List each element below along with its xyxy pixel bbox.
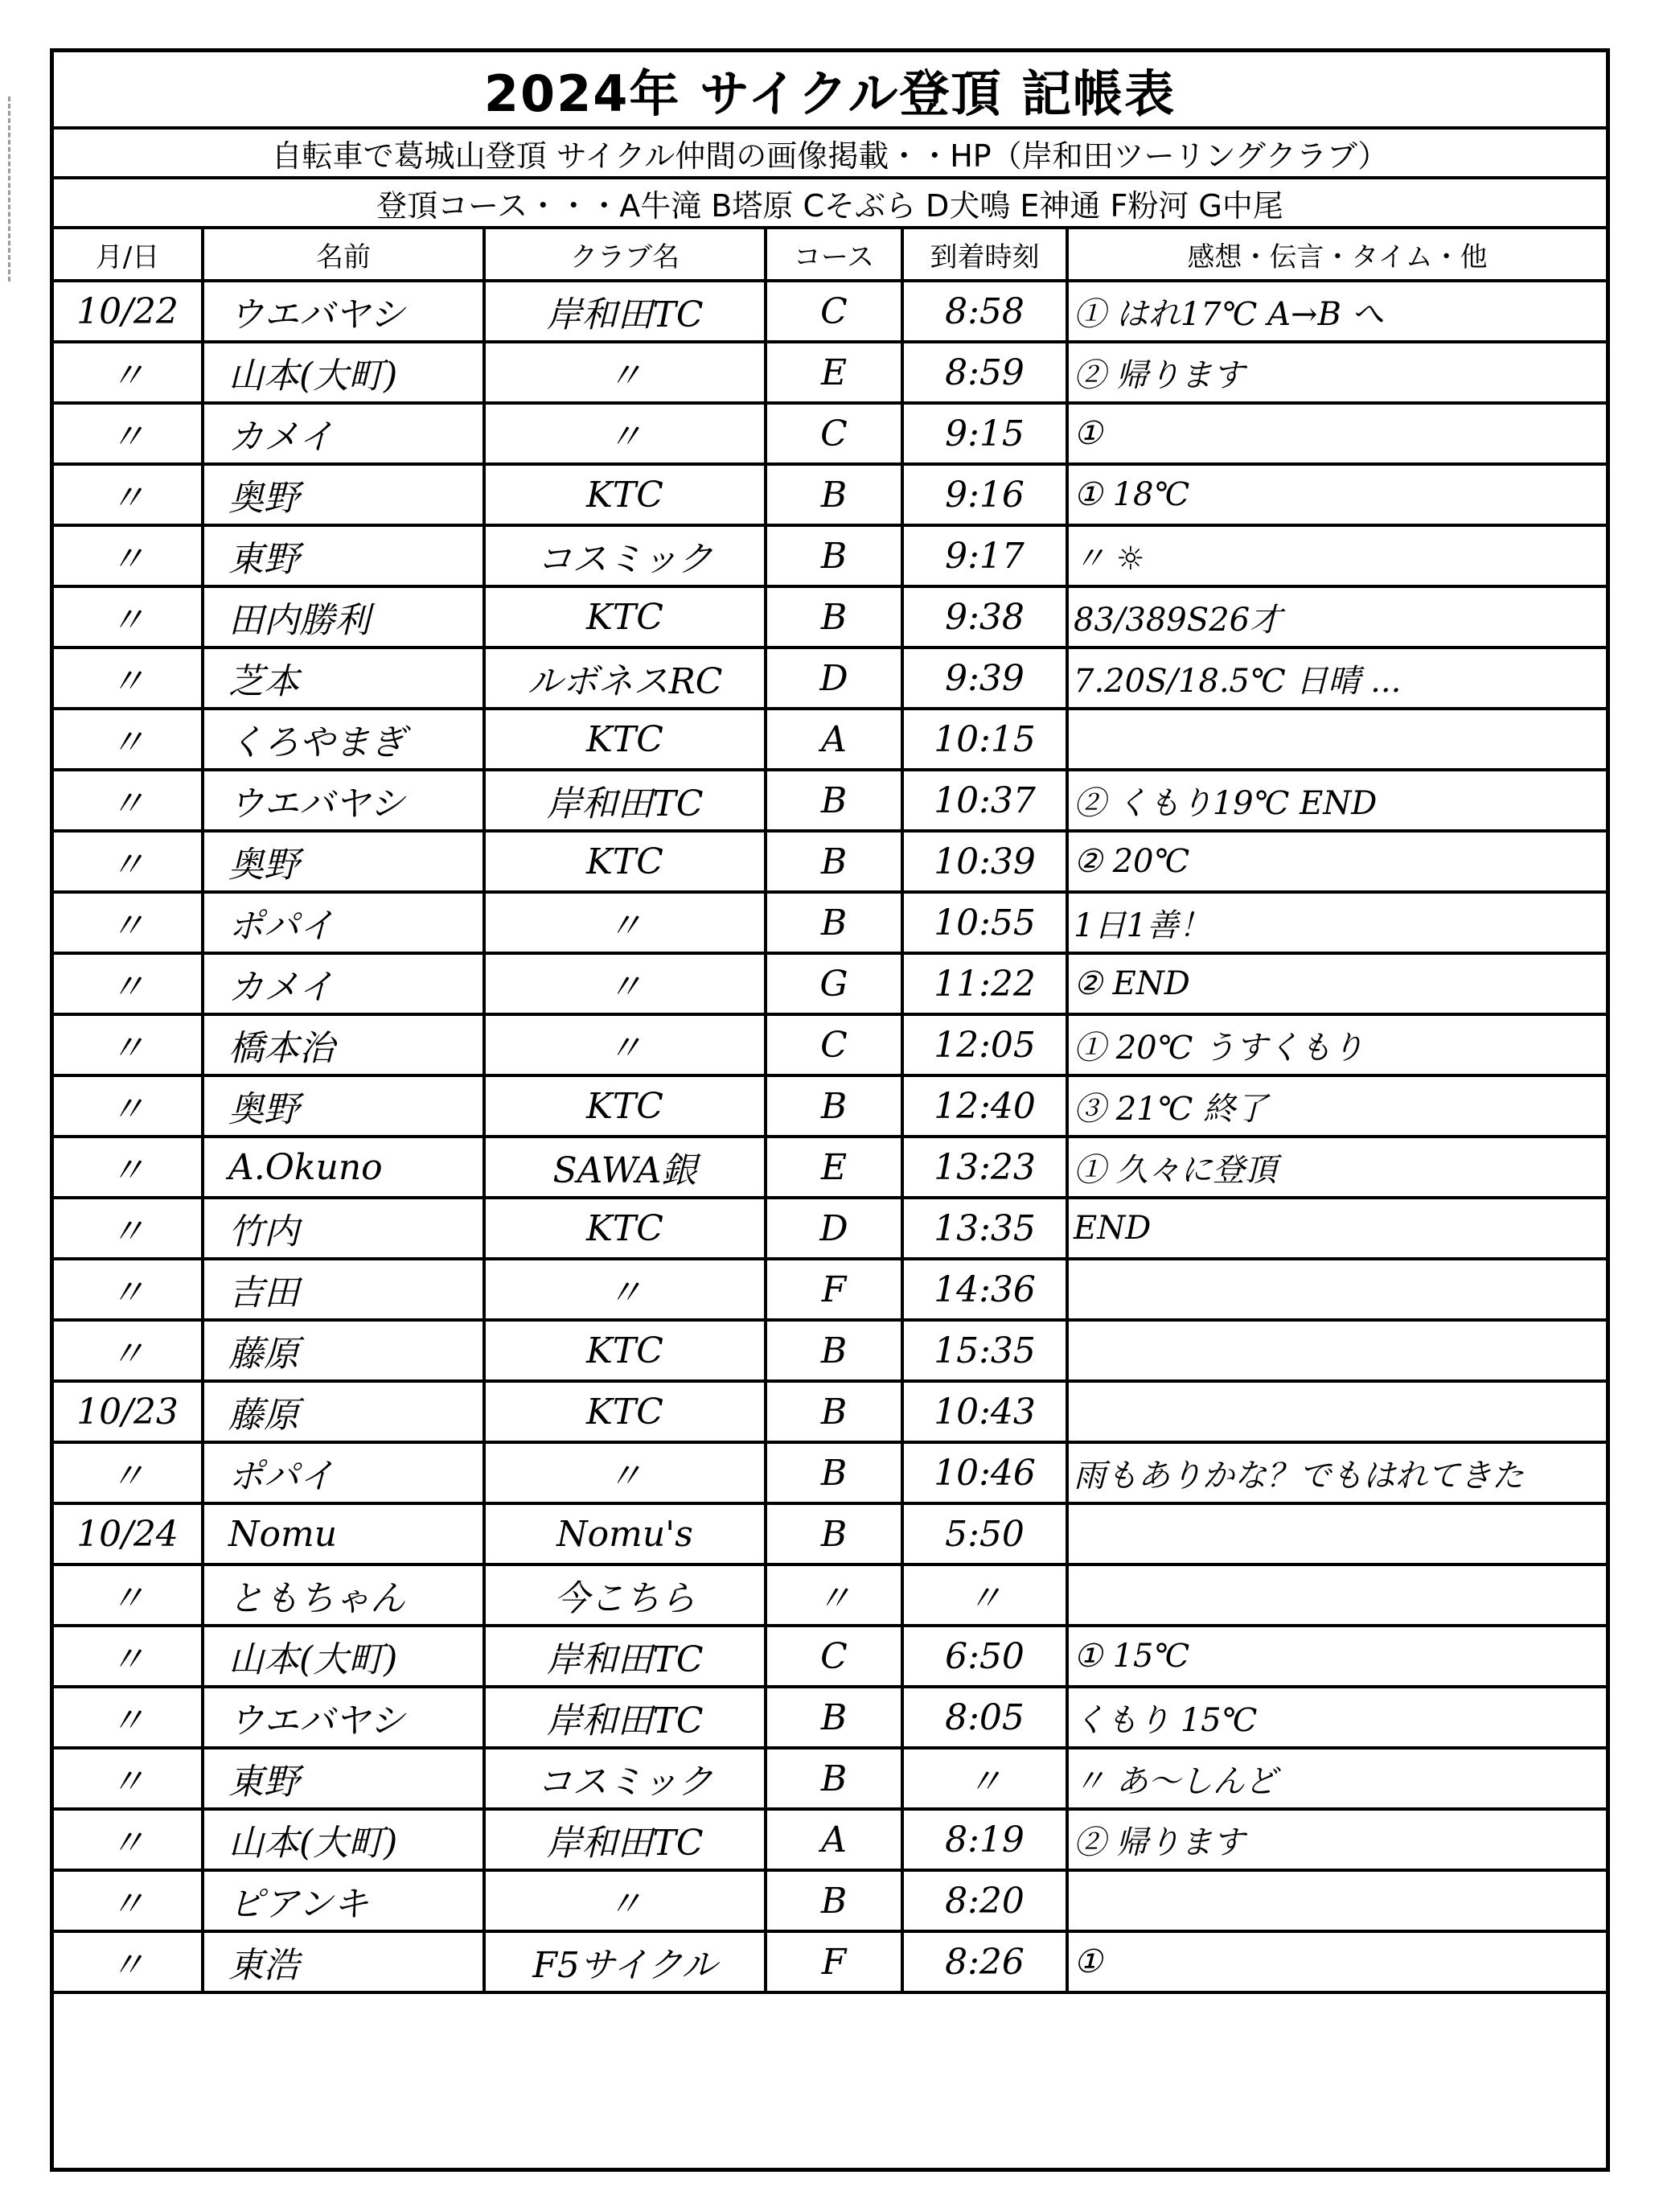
note-cell: ② 帰ります	[1067, 342, 1606, 403]
name-cell: カメイ	[203, 953, 484, 1014]
logbook-sheet	[50, 48, 1610, 2172]
time-cell: 〃	[902, 1564, 1067, 1626]
course-cell: B	[766, 892, 902, 953]
course-cell: B	[766, 1503, 902, 1564]
course-cell: B	[766, 1442, 902, 1503]
name-cell: 山本(大町)	[203, 342, 484, 403]
time-cell: 12:40	[902, 1075, 1067, 1137]
course-cell: G	[766, 953, 902, 1014]
time-cell: 5:50	[902, 1503, 1067, 1564]
time-cell: 14:36	[902, 1259, 1067, 1320]
note-cell: ①	[1067, 403, 1606, 464]
name-cell: 田内勝利	[203, 586, 484, 648]
date-cell: 〃	[54, 1320, 203, 1381]
note-cell: ③ 21℃ 終了	[1067, 1075, 1606, 1137]
note-cell: ② END	[1067, 953, 1606, 1014]
time-cell: 6:50	[902, 1626, 1067, 1687]
time-cell: 10:43	[902, 1381, 1067, 1442]
note-cell: 〃 ☼	[1067, 525, 1606, 586]
table-row	[54, 1320, 1606, 1381]
table-row	[54, 403, 1606, 464]
club-cell: 〃	[484, 953, 766, 1014]
page-title: 2024年 サイクル登頂 記帳表	[54, 52, 1606, 130]
name-cell: くろやまぎ	[203, 709, 484, 770]
club-cell: 〃	[484, 1870, 766, 1931]
course-cell: B	[766, 831, 902, 892]
note-cell: ① 20℃ うすくもり	[1067, 1014, 1606, 1075]
name-cell: Nomu	[203, 1503, 484, 1564]
club-cell: KTC	[484, 1198, 766, 1259]
date-cell: 〃	[54, 770, 203, 831]
time-cell: 8:59	[902, 342, 1067, 403]
time-cell: 10:46	[902, 1442, 1067, 1503]
name-cell: ポパイ	[203, 892, 484, 953]
club-cell: 〃	[484, 342, 766, 403]
name-cell: ウエバヤシ	[203, 281, 484, 342]
course-cell: F	[766, 1931, 902, 1992]
name-cell: 藤原	[203, 1320, 484, 1381]
course-cell: D	[766, 1198, 902, 1259]
course-cell: D	[766, 648, 902, 709]
name-cell: A.Okuno	[203, 1137, 484, 1198]
date-cell: 〃	[54, 1748, 203, 1809]
club-cell: 今こちら	[484, 1564, 766, 1626]
date-cell: 〃	[54, 1075, 203, 1137]
name-cell: 吉田	[203, 1259, 484, 1320]
course-cell: B	[766, 770, 902, 831]
note-cell	[1067, 709, 1606, 770]
time-cell: 9:17	[902, 525, 1067, 586]
time-cell: 12:05	[902, 1014, 1067, 1075]
date-cell: 10/22	[54, 281, 203, 342]
course-cell: C	[766, 281, 902, 342]
time-cell: 9:15	[902, 403, 1067, 464]
course-cell: C	[766, 403, 902, 464]
date-cell: 〃	[54, 1564, 203, 1626]
table-row	[54, 1626, 1606, 1687]
time-cell: 8:58	[902, 281, 1067, 342]
name-cell: 竹内	[203, 1198, 484, 1259]
club-cell: 〃	[484, 1442, 766, 1503]
club-cell: 岸和田TC	[484, 770, 766, 831]
table-row	[54, 1075, 1606, 1137]
course-cell: B	[766, 525, 902, 586]
name-cell: 藤原	[203, 1381, 484, 1442]
note-cell: くもり 15℃	[1067, 1687, 1606, 1748]
club-cell: Nomu's	[484, 1503, 766, 1564]
name-cell: ともちゃん	[203, 1564, 484, 1626]
course-cell: B	[766, 1687, 902, 1748]
time-cell: 8:26	[902, 1931, 1067, 1992]
club-cell: KTC	[484, 1075, 766, 1137]
club-cell: 岸和田TC	[484, 1687, 766, 1748]
page-edge-mark	[8, 97, 12, 282]
name-cell: 山本(大町)	[203, 1626, 484, 1687]
table-row	[54, 892, 1606, 953]
name-cell: 東浩	[203, 1931, 484, 1992]
header-date: 月/日	[54, 229, 203, 281]
note-cell	[1067, 1259, 1606, 1320]
name-cell: 奥野	[203, 831, 484, 892]
time-cell: 〃	[902, 1748, 1067, 1809]
date-cell: 〃	[54, 1198, 203, 1259]
time-cell: 8:19	[902, 1809, 1067, 1870]
club-cell: KTC	[484, 464, 766, 525]
header-name: 名前	[203, 229, 484, 281]
date-cell: 〃	[54, 525, 203, 586]
table-row	[54, 1931, 1606, 1992]
time-cell: 10:15	[902, 709, 1067, 770]
club-cell: ルボネスRC	[484, 648, 766, 709]
club-cell: KTC	[484, 831, 766, 892]
course-cell: B	[766, 1870, 902, 1931]
note-cell	[1067, 1381, 1606, 1442]
note-cell: ① はれ17℃ A→B へ	[1067, 281, 1606, 342]
club-cell: KTC	[484, 586, 766, 648]
date-cell: 〃	[54, 831, 203, 892]
table-row	[54, 831, 1606, 892]
date-cell: 〃	[54, 464, 203, 525]
table-row	[54, 648, 1606, 709]
header-club: クラブ名	[484, 229, 766, 281]
club-cell: F5サイクル	[484, 1931, 766, 1992]
table-row	[54, 525, 1606, 586]
table-row	[54, 1503, 1606, 1564]
date-cell: 10/23	[54, 1381, 203, 1442]
table-row	[54, 1809, 1606, 1870]
date-cell: 〃	[54, 953, 203, 1014]
note-cell: 〃 あ〜しんど	[1067, 1748, 1606, 1809]
note-cell	[1067, 1870, 1606, 1931]
table-header-row	[54, 229, 1606, 281]
note-cell: ② 帰ります	[1067, 1809, 1606, 1870]
course-cell: B	[766, 1381, 902, 1442]
date-cell: 〃	[54, 1809, 203, 1870]
time-cell: 11:22	[902, 953, 1067, 1014]
course-cell: B	[766, 1748, 902, 1809]
note-cell: 7.20S/18.5℃ 日晴 ...	[1067, 648, 1606, 709]
name-cell: 奥野	[203, 1075, 484, 1137]
club-cell: 〃	[484, 1014, 766, 1075]
time-cell: 8:05	[902, 1687, 1067, 1748]
time-cell: 8:20	[902, 1870, 1067, 1931]
course-cell: A	[766, 709, 902, 770]
name-cell: 芝本	[203, 648, 484, 709]
date-cell: 〃	[54, 586, 203, 648]
club-cell: SAWA銀	[484, 1137, 766, 1198]
header-note: 感想・伝言・タイム・他	[1067, 229, 1606, 281]
table-row	[54, 1381, 1606, 1442]
name-cell: ウエバヤシ	[203, 770, 484, 831]
table-row	[54, 770, 1606, 831]
club-cell: 〃	[484, 403, 766, 464]
table-row	[54, 342, 1606, 403]
club-cell: コスミック	[484, 1748, 766, 1809]
note-cell	[1067, 1503, 1606, 1564]
time-cell: 10:37	[902, 770, 1067, 831]
club-cell: コスミック	[484, 525, 766, 586]
course-cell: F	[766, 1259, 902, 1320]
name-cell: ウエバヤシ	[203, 1687, 484, 1748]
note-cell: 83/389S26才	[1067, 586, 1606, 648]
date-cell: 〃	[54, 1687, 203, 1748]
table-row	[54, 953, 1606, 1014]
club-cell: KTC	[484, 1320, 766, 1381]
table-row	[54, 709, 1606, 770]
date-cell: 〃	[54, 342, 203, 403]
date-cell: 〃	[54, 1442, 203, 1503]
course-cell: B	[766, 586, 902, 648]
note-cell: END	[1067, 1198, 1606, 1259]
table-row	[54, 1748, 1606, 1809]
name-cell: 橋本治	[203, 1014, 484, 1075]
date-cell: 〃	[54, 648, 203, 709]
date-cell: 10/24	[54, 1503, 203, 1564]
club-cell: 岸和田TC	[484, 1626, 766, 1687]
course-cell: C	[766, 1626, 902, 1687]
table-body	[54, 281, 1606, 1992]
club-cell: 〃	[484, 1259, 766, 1320]
club-cell: 〃	[484, 892, 766, 953]
table-row	[54, 586, 1606, 648]
date-cell: 〃	[54, 1626, 203, 1687]
time-cell: 9:16	[902, 464, 1067, 525]
course-legend: 登頂コース・・・A牛滝 B塔原 Cそぶら D犬鳴 E神通 F粉河 G中尾	[54, 179, 1606, 229]
club-cell: KTC	[484, 709, 766, 770]
note-cell: ② 20℃	[1067, 831, 1606, 892]
note-cell: ② くもり19℃ END	[1067, 770, 1606, 831]
log-table	[54, 229, 1606, 1994]
date-cell: 〃	[54, 1014, 203, 1075]
course-cell: 〃	[766, 1564, 902, 1626]
date-cell: 〃	[54, 403, 203, 464]
table-row	[54, 281, 1606, 342]
club-cell: KTC	[484, 1381, 766, 1442]
name-cell: ピアンキ	[203, 1870, 484, 1931]
header-course: コース	[766, 229, 902, 281]
course-cell: E	[766, 342, 902, 403]
table-row	[54, 1687, 1606, 1748]
name-cell: 山本(大町)	[203, 1809, 484, 1870]
table-row	[54, 1137, 1606, 1198]
club-cell: 岸和田TC	[484, 1809, 766, 1870]
header-time: 到着時刻	[902, 229, 1067, 281]
date-cell: 〃	[54, 1259, 203, 1320]
time-cell: 13:23	[902, 1137, 1067, 1198]
table-row	[54, 464, 1606, 525]
date-cell: 〃	[54, 892, 203, 953]
date-cell: 〃	[54, 709, 203, 770]
time-cell: 9:39	[902, 648, 1067, 709]
table-row	[54, 1198, 1606, 1259]
name-cell: ポパイ	[203, 1442, 484, 1503]
date-cell: 〃	[54, 1870, 203, 1931]
table-row	[54, 1014, 1606, 1075]
table-row	[54, 1442, 1606, 1503]
note-cell: ① 18℃	[1067, 464, 1606, 525]
note-cell: 雨もありかな？でもはれてきた	[1067, 1442, 1606, 1503]
date-cell: 〃	[54, 1137, 203, 1198]
club-cell: 岸和田TC	[484, 281, 766, 342]
time-cell: 10:55	[902, 892, 1067, 953]
note-cell	[1067, 1320, 1606, 1381]
time-cell: 13:35	[902, 1198, 1067, 1259]
name-cell: 奥野	[203, 464, 484, 525]
time-cell: 9:38	[902, 586, 1067, 648]
note-cell: ① 15℃	[1067, 1626, 1606, 1687]
course-cell: C	[766, 1014, 902, 1075]
note-cell: ① 久々に登頂	[1067, 1137, 1606, 1198]
course-cell: E	[766, 1137, 902, 1198]
info-line: 自転車で葛城山登頂 サイクル仲間の画像掲載・・HP（岸和田ツーリングクラブ）	[54, 130, 1606, 179]
table-row	[54, 1564, 1606, 1626]
course-cell: B	[766, 464, 902, 525]
time-cell: 10:39	[902, 831, 1067, 892]
name-cell: 東野	[203, 525, 484, 586]
table-row	[54, 1870, 1606, 1931]
course-cell: B	[766, 1320, 902, 1381]
course-cell: A	[766, 1809, 902, 1870]
name-cell: カメイ	[203, 403, 484, 464]
course-cell: B	[766, 1075, 902, 1137]
date-cell: 〃	[54, 1931, 203, 1992]
table-row	[54, 1259, 1606, 1320]
note-cell: 1日1善！	[1067, 892, 1606, 953]
note-cell	[1067, 1564, 1606, 1626]
time-cell: 15:35	[902, 1320, 1067, 1381]
name-cell: 東野	[203, 1748, 484, 1809]
note-cell: ①	[1067, 1931, 1606, 1992]
